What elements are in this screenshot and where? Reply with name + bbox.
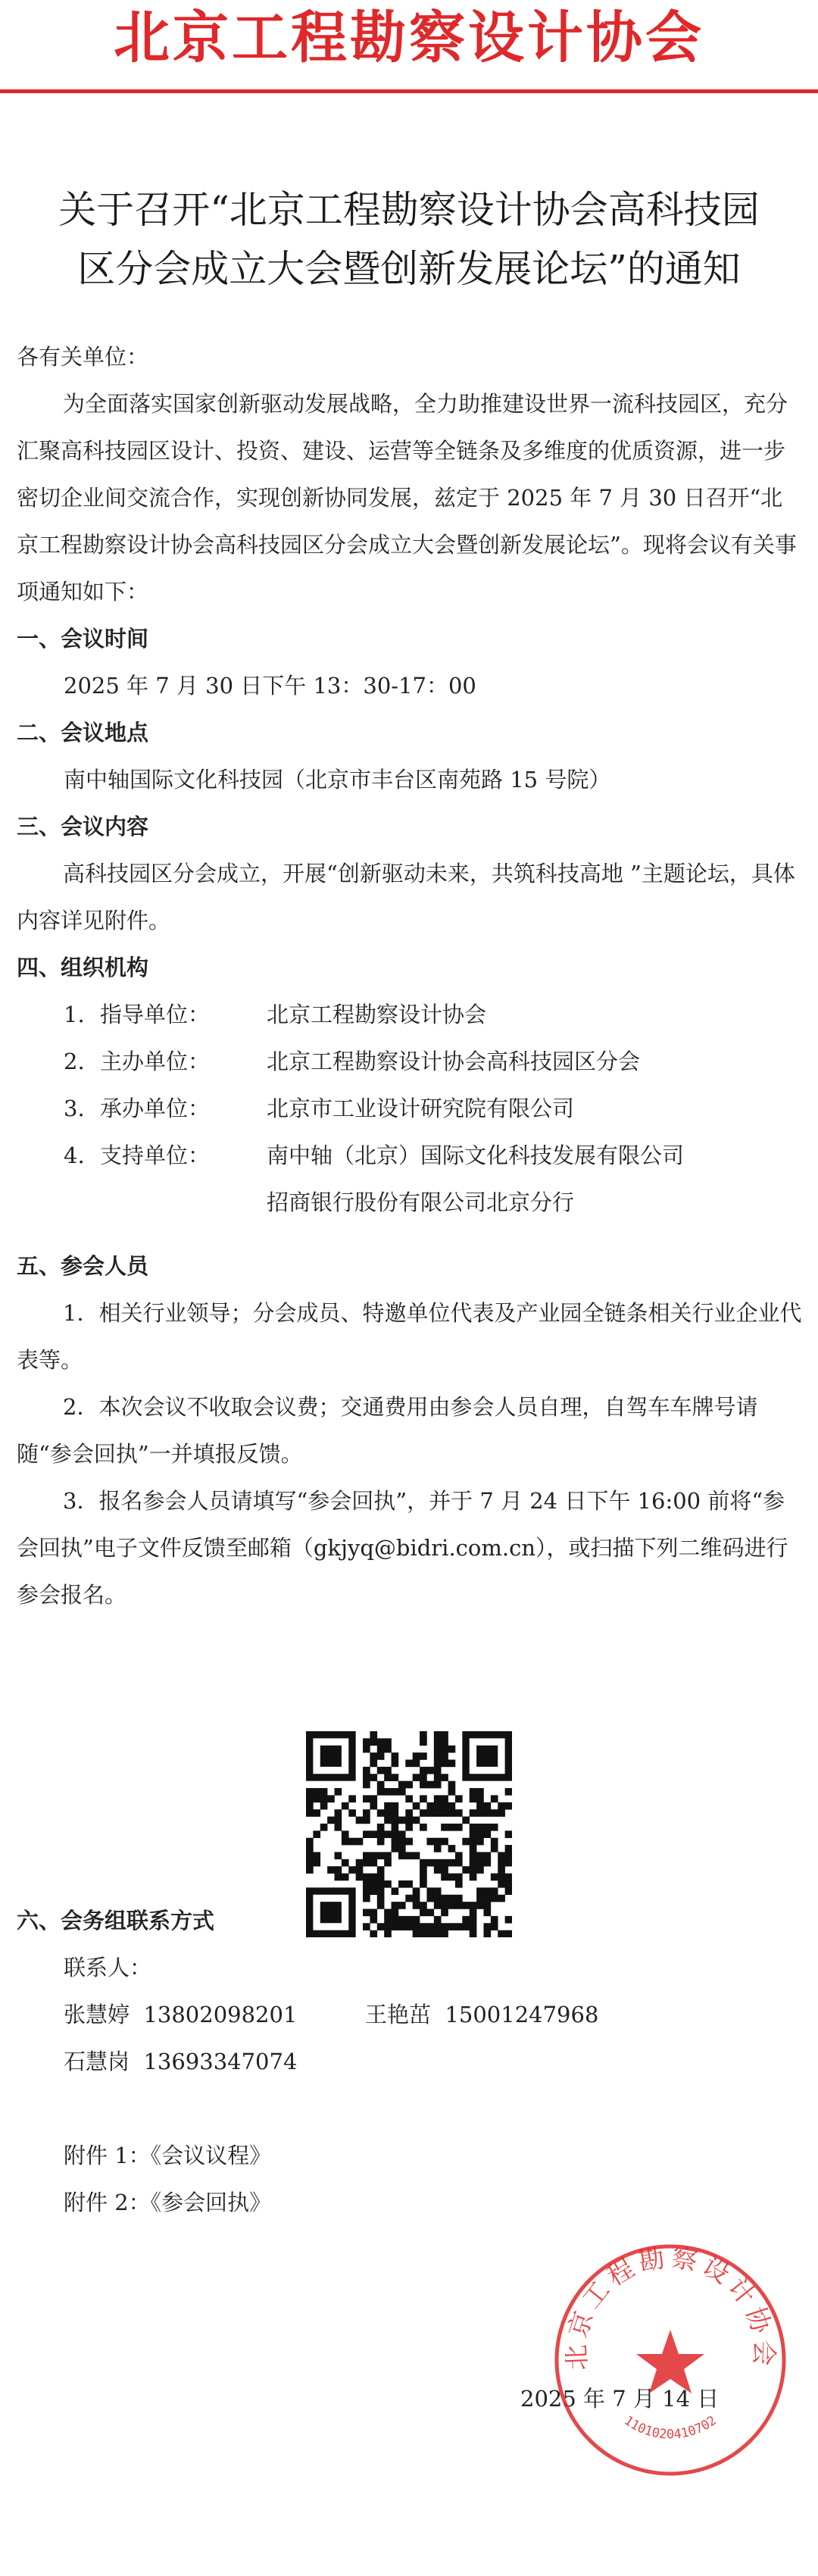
organizer-row [17, 1132, 804, 1179]
attendees-item-2: 2．本次会议不收取会议费；交通费用由参会人员自理，自驾车车牌号请随“参会回执”一并填报反馈。 [17, 1394, 758, 1467]
organizer-label: 承办单位： [100, 1096, 211, 1121]
masthead [0, 0, 818, 85]
issue-date: 2025 年 7 月 14 日 [520, 2386, 720, 2412]
organizer-label: 支持单位： [100, 1143, 211, 1168]
meeting-content: 高科技园区分会成立，开展“创新驱动未来，共筑科技高地 ”主题论坛，具体内容详见附件。 [17, 861, 795, 933]
organizer-extra-supporter [17, 1179, 804, 1226]
seal-text: 北京工程勘察设计协会 [561, 2242, 779, 2371]
spacer [17, 2085, 804, 2132]
organizer-value: 北京工程勘察设计协会高科技园区分会 [267, 1049, 641, 1074]
attachment-2: 附件 2：《参会回执》 [64, 2190, 272, 2215]
contact-phone: 13802098201 [143, 2002, 298, 2027]
contact-phone: 13693347074 [143, 2049, 298, 2074]
organizer-value: 南中轴（北京）国际文化科技发展有限公司 [267, 1143, 685, 1168]
org-name: 北京工程勘察设计协会 [114, 5, 704, 70]
attendees-item-1: 1．相关行业领导；分会成员、特邀单位代表及产业园全链条相关行业企业代表等。 [17, 1300, 802, 1373]
seal-code: 1101020410702 [621, 2412, 720, 2443]
organizer-label: 主办单位： [100, 1049, 211, 1074]
contact-name: 王艳茁 [365, 2002, 432, 2027]
section-heading-attendees: 五、参会人员 [17, 1253, 149, 1279]
notice-body [17, 333, 804, 2226]
organizer-num: 2. [64, 1049, 85, 1074]
intro-paragraph: 为全面落实国家创新驱动发展战略，全力助推建设世界一流科技园区，充分汇聚高科技园区设计、投资、建设、运营等全链条及多维度的优质资源，进一步密切企业间交流合作，实现创新协同发展，兹定于 2025 年 7 月 30 日召开“北京工程勘察设计协会高科技园区分会成立大会暨创新发展论坛”。现将会议有关事项通知如下： [17, 391, 797, 605]
qr-code-graphic [306, 1731, 512, 1937]
contact-row [17, 2038, 804, 2085]
official-seal [545, 2235, 795, 2485]
organizer-value: 招商银行股份有限公司北京分行 [267, 1190, 575, 1215]
section-heading-content: 三、会议内容 [17, 814, 149, 839]
organizer-label: 指导单位： [100, 1002, 211, 1027]
organizer-num: 1. [64, 1002, 85, 1027]
contact-person [64, 1991, 365, 2038]
svg-text:1101020410702 [621, 2413, 720, 2443]
section-heading-place: 二、会议地点 [17, 720, 149, 746]
attendees-item-3: 3．报名参会人员请填写“参会回执”，并于 7 月 24 日下午 16:00 前将“参会回执”电子文件反馈至邮箱（gkjyq@bidri.com.cn），或扫描下列二维码进行参会报名。 [17, 1488, 788, 1608]
contact-name: 石慧岗 [64, 2049, 130, 2074]
title-line-2: 区分会成立大会暨创新发展论坛”的通知 [77, 247, 741, 291]
organizer-row [17, 1038, 804, 1085]
organizer-row [17, 991, 804, 1038]
organizer-value: 北京市工业设计研究院有限公司 [267, 1096, 575, 1121]
section-heading-organizers: 四、组织机构 [17, 955, 149, 980]
contact-person [365, 2002, 598, 2027]
salutation: 各有关单位： [17, 344, 149, 370]
organizer-row [17, 1085, 804, 1132]
meeting-place: 南中轴国际文化科技园（北京市丰台区南苑路 15 号院） [64, 767, 611, 792]
section-heading-time: 一、会议时间 [17, 626, 149, 652]
attachment-1: 附件 1：《会议议程》 [64, 2143, 272, 2168]
registration-qr-code[interactable] [306, 1731, 512, 1937]
organizer-value: 北京工程勘察设计协会 [267, 1002, 487, 1027]
organizer-num: 3. [64, 1096, 85, 1121]
title-line-1: 关于召开“北京工程勘察设计协会高科技园 [58, 188, 760, 232]
section-heading-contact: 六、会务组联系方式 [17, 1908, 215, 1934]
meeting-time: 2025 年 7 月 30 日下午 13：30-17：00 [64, 673, 476, 699]
organizer-num: 4. [64, 1143, 85, 1168]
red-divider-line [0, 89, 818, 93]
notice-title [19, 180, 799, 299]
contact-label: 联系人： [64, 1955, 152, 1980]
contact-phone: 15001247968 [445, 2002, 599, 2027]
contact-name: 张慧婷 [64, 2002, 130, 2027]
contact-row [17, 1991, 804, 2038]
